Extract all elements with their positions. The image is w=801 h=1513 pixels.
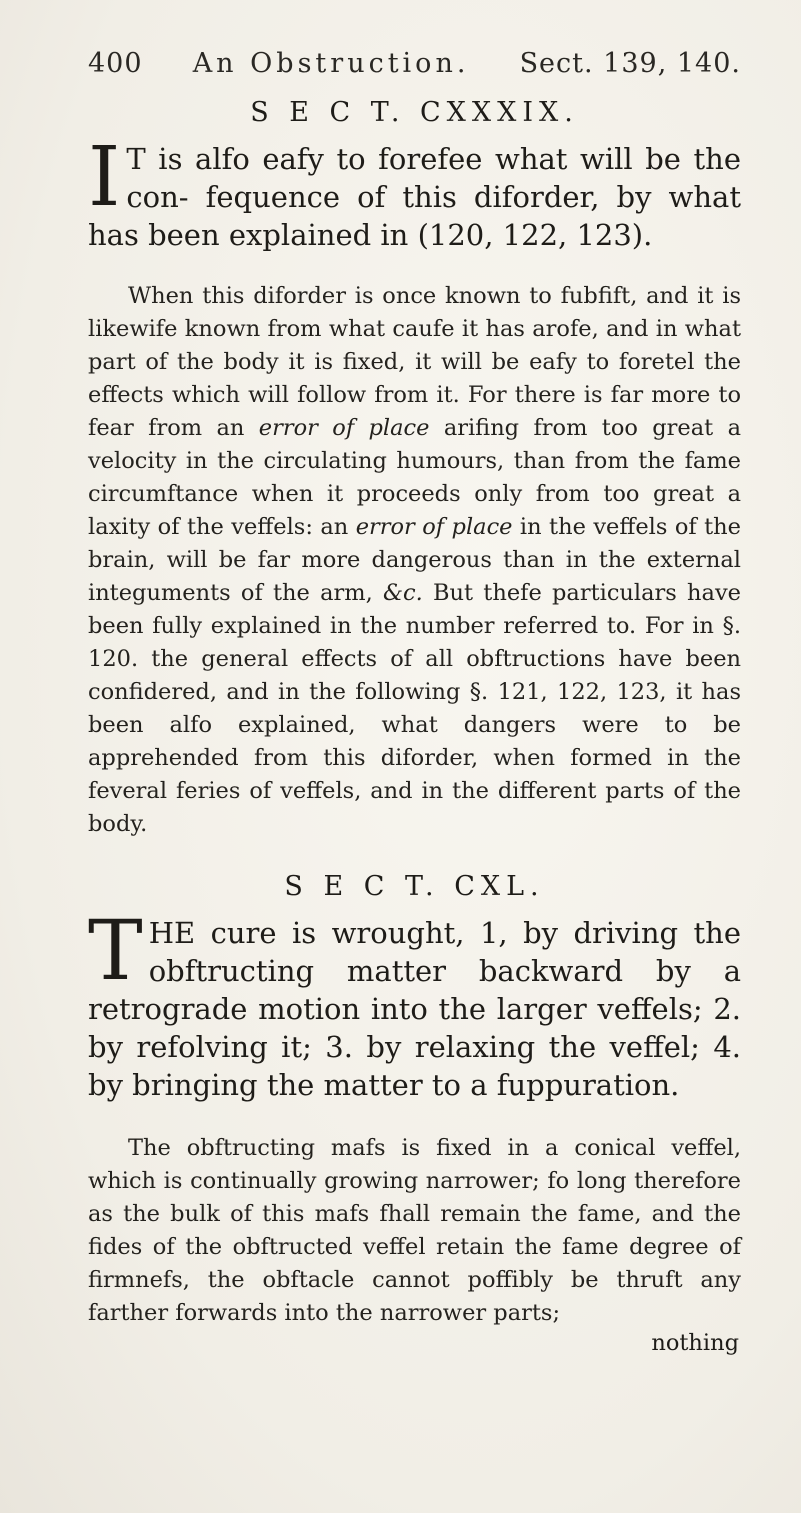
section-140-lead-text: HE cure is wrought, 1, by driving the obftructing matter backward by a retrograde motion into the larger veffels; 2. by refolving it; 3. by relaxing the veffel; 4. by bringing the matter to a fuppuration. (88, 916, 741, 1102)
catchword: nothing (651, 1330, 739, 1356)
commentary-text: in the veffels of the brain, will be far more dangerous than in the external integuments of the arm, (88, 514, 741, 606)
section-reference: Sect. 139, 140. (519, 48, 741, 79)
italic-term: &c. (382, 580, 423, 606)
section-139-lead-text: T is alfo eafy to forefee what will be the con- fequence of this diforder, by what has been explained in (120, 122, 123). (88, 142, 741, 252)
commentary-text: But thefe particulars have been fully explained in the number referred to. For in §. 120. the general effects of all obftructions have been confidered, and in the following §. 121, 122, 123, it has been alfo explained, what dangers were to be apprehended from this diforder, when formed in the feveral feries of veffels, and in the different parts of the body. (88, 580, 741, 837)
section-139-lead (88, 130, 741, 254)
page-number: 400 (88, 48, 143, 79)
drop-cap-i: I (88, 130, 121, 225)
commentary-text: When this diforder is once known to fubfift, and it is likewife known from what caufe it has arofe, and in what part of the body it is fixed, it will be eafy to foretel the effects which will follow from it. For there is far more to fear from an (88, 283, 741, 441)
running-head (88, 48, 741, 79)
running-title: An Obstruction. (192, 48, 470, 79)
section-139-commentary (88, 280, 741, 841)
commentary-text: arifing from too great a velocity in the circulating humours, than from the fame circumftance when it proceeds only from too great a laxity of the veffels: an (88, 415, 741, 540)
drop-cap-t: T (88, 904, 143, 999)
section-heading-139: S E C T. CXXXIX. (250, 97, 579, 128)
italic-term: error of place (258, 415, 430, 441)
section-140-lead (88, 904, 741, 1104)
section-140-commentary: The obftructing mafs is fixed in a conical veffel, which is continually growing narrower; fo long therefore as the bulk of this mafs fhall remain the fame, and the fides of the obftructed veffel retain the fame degree of firmnefs, the obftacle cannot poffibly be thruft any farther forwards into the narrower parts; (88, 1135, 741, 1326)
italic-term: error of place (355, 514, 513, 540)
section-heading-140: S E C T. CXL. (284, 871, 545, 902)
